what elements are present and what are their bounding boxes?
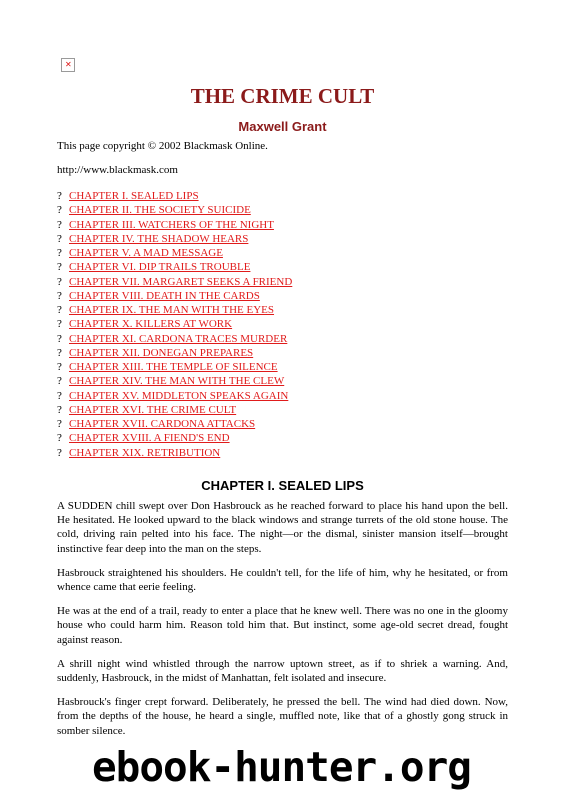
toc-item [57,417,292,431]
toc-link[interactable]: CHAPTER XVI. THE CRIME CULT [69,403,237,416]
toc-item [57,189,292,203]
toc-bullet: ? [57,190,62,202]
toc-item [57,317,292,331]
toc-item [57,389,292,403]
toc-bullet: ? [57,432,62,445]
toc-link[interactable]: CHAPTER III. WATCHERS OF THE NIGHT [69,218,274,231]
toc-item [57,246,292,260]
toc-link[interactable]: CHAPTER XIII. THE TEMPLE OF SILENCE [69,361,278,373]
x-icon: ✕ [65,60,72,69]
toc-bullet: ? [57,232,62,245]
toc-bullet: ? [57,218,62,231]
toc-bullet: ? [57,261,62,274]
toc-item [57,203,292,217]
toc-item [57,446,292,460]
toc-item [57,303,292,317]
toc-bullet: ? [57,446,62,459]
table-of-contents [57,189,292,460]
watermark-text: ebook-hunter.org [92,743,471,791]
toc-item [57,360,292,374]
toc-link[interactable]: CHAPTER XI. CARDONA TRACES MURDER [69,332,288,345]
toc-link[interactable]: CHAPTER X. KILLERS AT WORK [69,318,233,331]
toc-link[interactable]: CHAPTER VII. MARGARET SEEKS A FRIEND [69,275,293,288]
toc-item [57,232,292,246]
broken-image-icon [61,58,75,72]
toc-bullet: ? [57,318,62,331]
toc-link[interactable]: CHAPTER XVIII. A FIEND'S END [69,432,230,445]
toc-link[interactable]: CHAPTER IV. THE SHADOW HEARS [69,232,249,245]
body-paragraph: A SUDDEN chill swept over Don Hasbrouck as he reached forward to place his hand upon the bell. He hesitated. He looked upward to the black windows and strange turrets of the old stone house. The cold, driving rain pelted into his face. The night—or the dismal, sinister mansion itself—brought instinctive fear deep into the man on the steps. [57,500,508,555]
toc-bullet: ? [57,346,62,359]
toc-bullet: ? [57,403,62,416]
toc-item [57,289,292,303]
toc-bullet: ? [57,389,62,402]
toc-link[interactable]: CHAPTER XII. DONEGAN PREPARES [69,346,254,359]
toc-bullet: ? [57,418,62,430]
toc-bullet: ? [57,304,62,316]
toc-bullet: ? [57,204,62,217]
toc-bullet: ? [57,289,62,302]
toc-bullet: ? [57,247,62,259]
body-paragraph: A shrill night wind whistled through the narrow uptown street, as if to shriek a warning. And, suddenly, Hasbrouck, in the midst of Manhattan, felt isolated and insecure. [57,657,508,685]
toc-item [57,275,292,289]
chapter-body [57,499,508,748]
toc-item [57,374,292,388]
book-author: Maxwell Grant [238,119,327,134]
toc-link[interactable]: CHAPTER XV. MIDDLETON SPEAKS AGAIN [69,389,289,402]
toc-link[interactable]: CHAPTER II. THE SOCIETY SUICIDE [69,204,251,217]
toc-link[interactable]: CHAPTER I. SEALED LIPS [69,190,199,202]
toc-link[interactable]: CHAPTER XVII. CARDONA ATTACKS [69,418,256,430]
toc-link[interactable]: CHAPTER IX. THE MAN WITH THE EYES [69,304,275,316]
toc-link[interactable]: CHAPTER VIII. DEATH IN THE CARDS [69,289,260,302]
copyright-notice: This page copyright © 2002 Blackmask Online. [57,140,268,152]
toc-item [57,332,292,346]
toc-bullet: ? [57,275,62,288]
toc-link[interactable]: CHAPTER VI. DIP TRAILS TROUBLE [69,261,251,274]
toc-link[interactable]: CHAPTER V. A MAD MESSAGE [69,247,223,259]
body-paragraph: Hasbrouck's finger crept forward. Deliberately, he pressed the bell. The wind had died down. Now, from the depths of the house, he heard a single, muffled note, like that of a ghostly gong struck in somber silence. [57,696,508,737]
toc-item [57,346,292,360]
toc-item [57,260,292,274]
toc-link[interactable]: CHAPTER XIV. THE MAN WITH THE CLEW [69,375,285,388]
book-title: THE CRIME CULT [190,84,375,108]
toc-item [57,218,292,232]
body-paragraph: He was at the end of a trail, ready to enter a place that he knew well. There was no one in the gloomy house who could harm him. Reason told him that. But instinct, some age-old secret dread, fought against reason. [57,605,508,646]
toc-bullet: ? [57,361,62,373]
toc-link[interactable]: CHAPTER XIX. RETRIBUTION [69,446,221,459]
toc-bullet: ? [57,375,62,388]
body-paragraph: Hasbrouck straightened his shoulders. He couldn't tell, for the life of him, why he hesitated, or from whence came that eerie feeling. [57,566,508,594]
toc-item [57,403,292,417]
chapter-heading: CHAPTER I. SEALED LIPS [201,478,364,493]
website-url: http://www.blackmask.com [57,164,178,176]
toc-item [57,431,292,445]
toc-bullet: ? [57,332,62,345]
